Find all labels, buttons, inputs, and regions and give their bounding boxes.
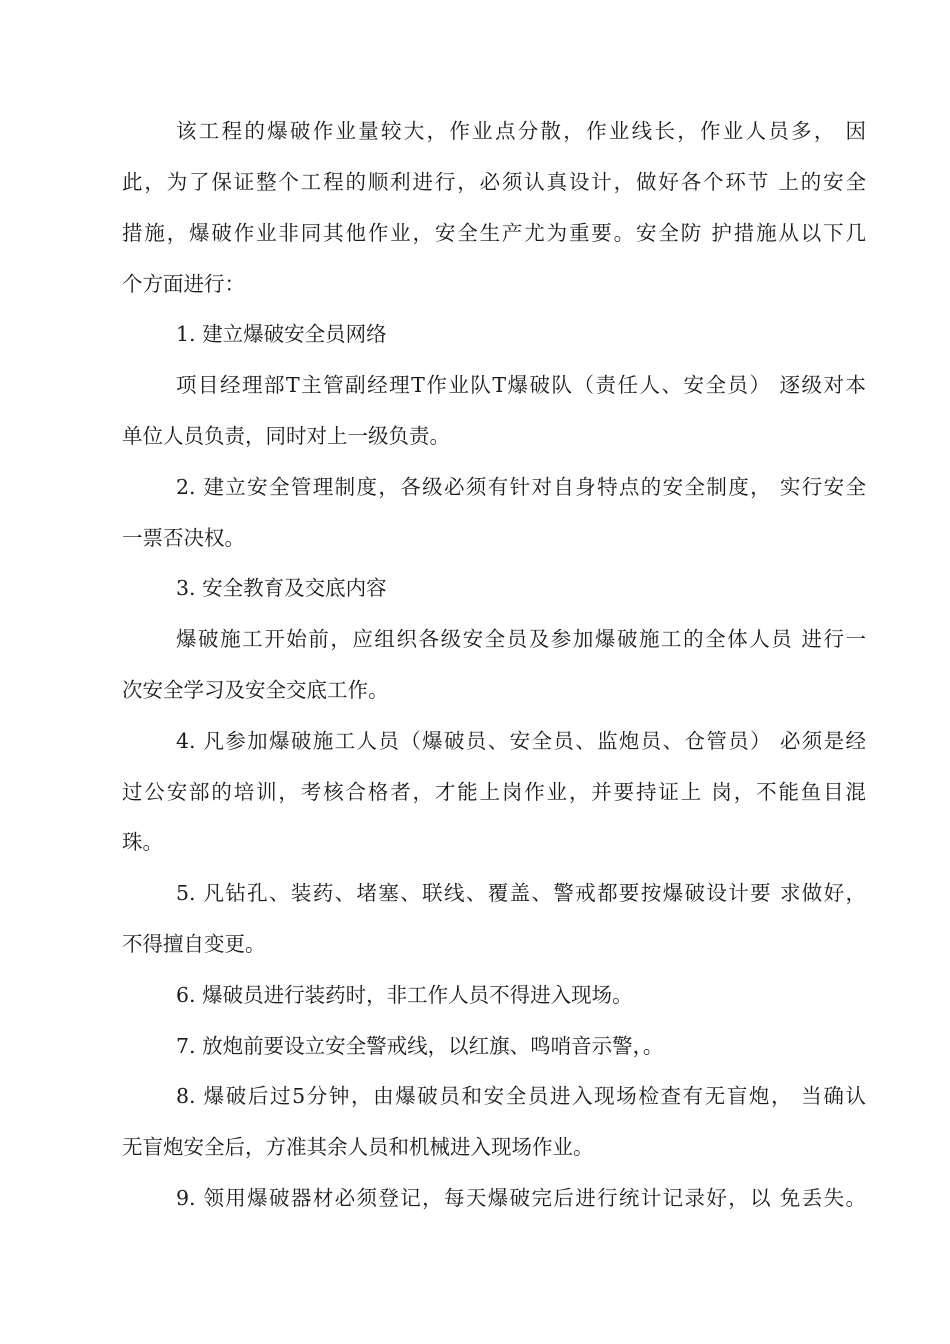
paragraph-intro-line-3: 措施，爆破作业非同其他作业，安全生产尤为重要。安全防 护措施从以下几 bbox=[122, 221, 866, 245]
item-6-line: 6. 爆破员进行装药时，非工作人员不得进入现场。 bbox=[176, 983, 633, 1007]
item-4-line-3: 珠。 bbox=[122, 830, 163, 854]
paragraph-intro-line-4: 个方面进行： bbox=[122, 272, 245, 296]
item-2-line-1: 2. 建立安全管理制度，各级必须有针对自身特点的安全制度， 实行安全 bbox=[176, 475, 866, 499]
item-8-line-2: 无盲炮安全后，方准其余人员和机械进入现场作业。 bbox=[122, 1135, 594, 1159]
item-1-heading: 1. 建立爆破安全员网络 bbox=[176, 322, 387, 346]
item-3-heading: 3. 安全教育及交底内容 bbox=[176, 576, 387, 600]
item-5-line-2: 不得擅自变更。 bbox=[122, 932, 266, 956]
item-1-body-line-1: 项目经理部T主管副经理T作业队T爆破队（责任人、安全员） 逐级对本 bbox=[176, 373, 866, 397]
item-3-body-line-1: 爆破施工开始前，应组织各级安全员及参加爆破施工的全体人员 进行一 bbox=[176, 627, 866, 651]
item-7-line: 7. 放炮前要设立安全警戒线，以红旗、鸣哨音示警，。 bbox=[176, 1034, 664, 1058]
paragraph-intro-line-2: 此，为了保证整个工程的顺利进行，必须认真设计，做好各个环节 上的安全 bbox=[122, 170, 866, 194]
item-1-body-line-2: 单位人员负责，同时对上一级负责。 bbox=[122, 424, 450, 448]
item-3-body-line-2: 次安全学习及安全交底工作。 bbox=[122, 678, 389, 702]
item-9-line: 9. 领用爆破器材必须登记，每天爆破完后进行统计记录好，以 免丢失。 bbox=[176, 1186, 866, 1210]
item-4-line-2: 过公安部的培训，考核合格者，才能上岗作业，并要持证上 岗，不能鱼目混 bbox=[122, 780, 866, 804]
paragraph-intro-line-1: 该工程的爆破作业量较大，作业点分散，作业线长，作业人员多， 因 bbox=[176, 119, 866, 143]
item-4-line-1: 4. 凡参加爆破施工人员（爆破员、安全员、监炮员、仓管员） 必须是经 bbox=[176, 729, 866, 753]
item-2-line-2: 一票否决权。 bbox=[122, 526, 245, 550]
item-5-line-1: 5. 凡钻孔、装药、堵塞、联线、覆盖、警戒都要按爆破设计要 求做好， bbox=[176, 881, 866, 905]
item-8-line-1: 8. 爆破后过5分钟，由爆破员和安全员进入现场检查有无盲炮， 当确认 bbox=[176, 1084, 866, 1108]
